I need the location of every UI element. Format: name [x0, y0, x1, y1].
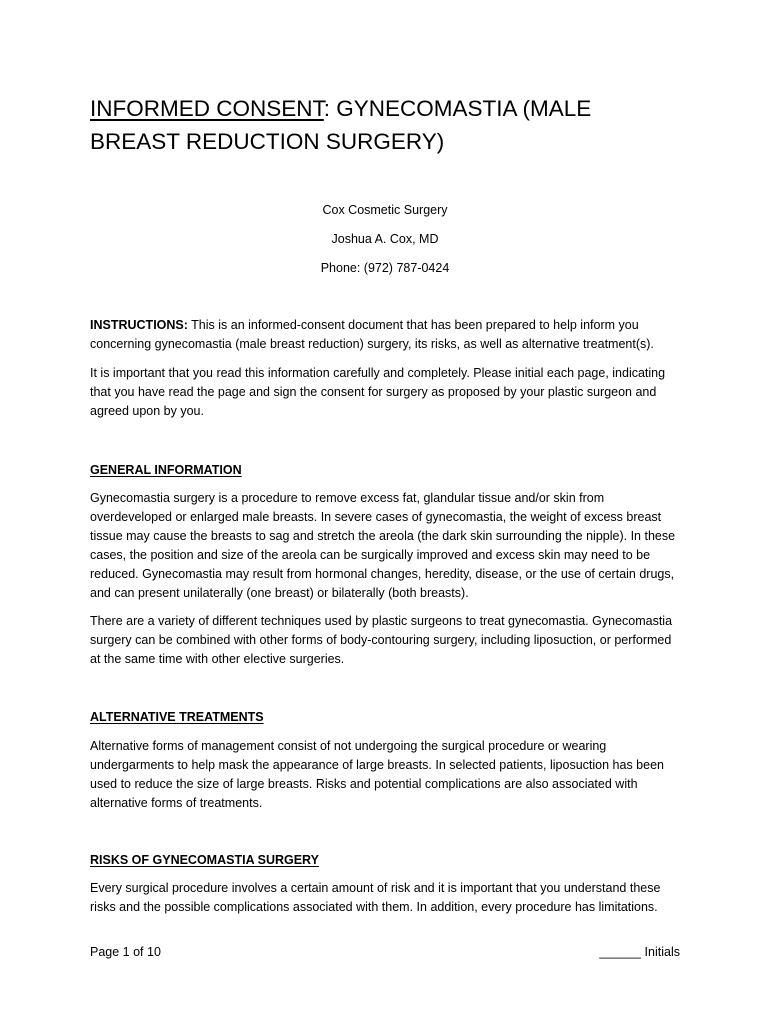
instructions-label: INSTRUCTIONS:	[90, 318, 188, 332]
instructions-paragraph-2	[90, 364, 682, 421]
instructions-para2: It is important that you read this information carefully and completely. Please initial each page, indicating that you have read the page and sign the consent for surgery as proposed by your plastic surgeon and agreed upon by you.	[90, 366, 666, 418]
title-underlined: INFORMED CONSENT	[90, 96, 324, 121]
general-paragraph-1	[90, 489, 682, 603]
practice-name: Cox Cosmetic Surgery	[322, 203, 448, 217]
title-rest: : GYNECOMASTIA (MALE BREAST REDUCTION SURGERY)	[90, 96, 592, 154]
document-title	[90, 92, 680, 158]
alternative-treatments-heading: ALTERNATIVE TREATMENTS	[90, 710, 264, 724]
instructions-text: This is an informed-consent document that has been prepared to help inform you concerning gynecomastia (male breast reduction) surgery, its risks, as well as alternative treatment(s).	[90, 318, 654, 351]
instructions-paragraph	[90, 316, 682, 354]
general-para2: There are a variety of different techniques used by plastic surgeons to treat gynecomastia. Gynecomastia surgery can be combined with other forms of body-contouring surgery, including liposuction, or performed at the same time with other elective surgeries.	[90, 614, 673, 666]
initials-field[interactable]: ______ Initials	[599, 945, 680, 959]
risks-heading: RISKS OF GYNECOMASTIA SURGERY	[90, 853, 319, 867]
risks-paragraph	[90, 879, 682, 917]
general-paragraph-2	[90, 612, 682, 669]
page-number: Page 1 of 10	[90, 945, 161, 959]
general-para1: Gynecomastia surgery is a procedure to remove excess fat, glandular tissue and/or skin from overdeveloped or enlarged male breasts. In severe cases of gynecomastia, the weight of excess breast tissue may cause the breasts to sag and stretch the areola (the dark skin surrounding the nipple). In these cases, the position and size of the areola can be surgically improved and excess skin may need to be reduced. Gynecomastia may result from hormonal changes, heredity, disease, or the use of certain drugs, and can present unilaterally (one breast) or bilaterally (both breasts).	[90, 491, 676, 600]
risks-para1: Every surgical procedure involves a certain amount of risk and it is important that you understand these risks and the possible complications associated with them. In addition, every procedure has limitations.	[90, 881, 661, 914]
general-information-heading: GENERAL INFORMATION	[90, 463, 242, 477]
alternative-paragraph	[90, 737, 682, 813]
alternative-para1: Alternative forms of management consist of not undergoing the surgical procedure or wearing undergarments to help mask the appearance of large breasts. In selected patients, liposuction has been used to reduce the size of large breasts. Risks and potential complications are also associated with alternative forms of treatments.	[90, 739, 664, 810]
doctor-name: Joshua A. Cox, MD	[331, 232, 439, 246]
practice-phone: Phone: (972) 787-0424	[320, 261, 450, 275]
